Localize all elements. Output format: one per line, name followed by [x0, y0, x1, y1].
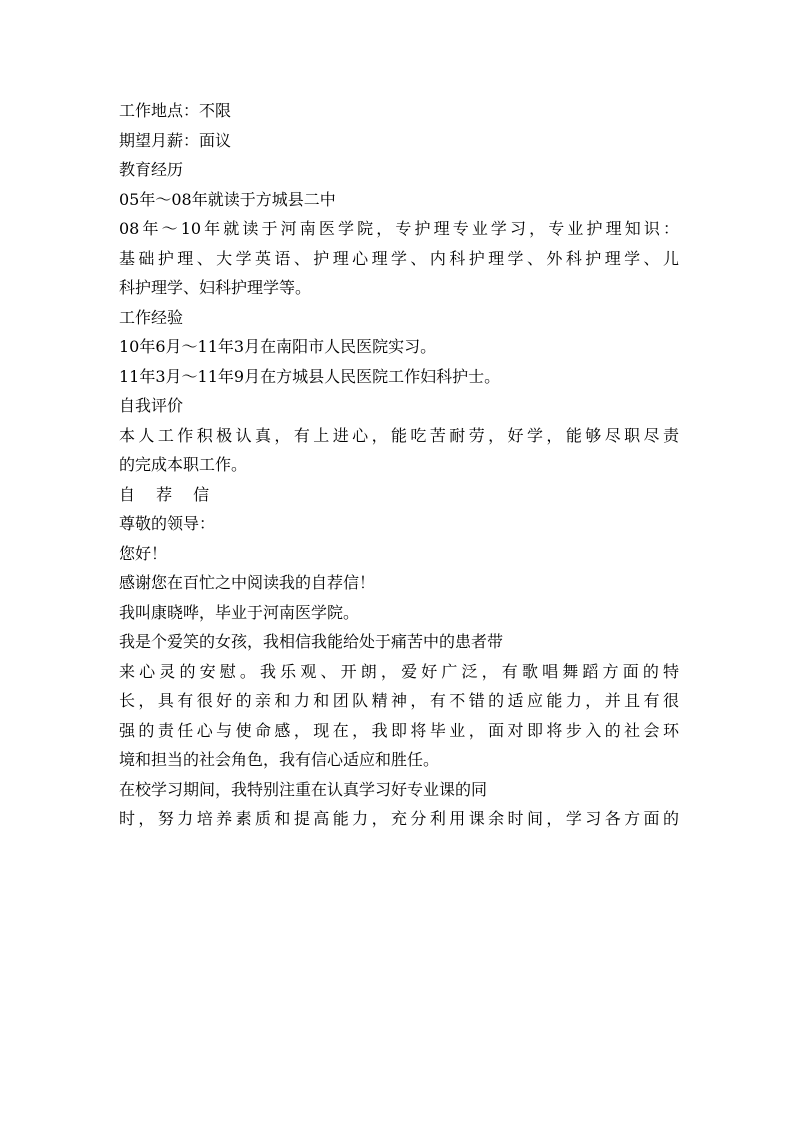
- letter-paragraph-continued: 长，具有很好的亲和力和团队精神，有不错的适应能力，并且有很: [119, 691, 679, 710]
- letter-paragraph: 我是个爱笑的女孩，我相信我能给处于痛苦中的患者带: [119, 632, 504, 651]
- salutation: 尊敬的领导：: [119, 514, 216, 533]
- work-experience-heading: 工作经验: [119, 307, 184, 327]
- letter-paragraph: 我叫康晓哗，毕业于河南医学院。: [119, 602, 360, 622]
- letter-paragraph-continued: 时，努力培养素质和提高能力，充分利用课余时间，学习各方面的: [119, 809, 679, 828]
- work-location-line: 工作地点：不限: [119, 101, 232, 120]
- work-experience-item: 11年3月～11年9月在方城县人民医院工作妇科护士。: [119, 366, 501, 386]
- self-evaluation-text: 本人工作积极认真，有上进心，能吃苦耐劳，好学，能够尽职尽责: [119, 425, 679, 445]
- education-item-continued: 基础护理、大学英语、护理心理学、内科护理学、外科护理学、儿: [119, 248, 679, 268]
- education-item: 05年～08年就读于方城县二中: [119, 189, 336, 209]
- letter-paragraph-continued: 来心灵的安慰。我乐观、开朗，爱好广泛，有歌唱舞蹈方面的特: [119, 661, 679, 681]
- education-item-continued: 科护理学、妇科护理学等。: [119, 278, 312, 297]
- cover-letter-heading: 自 荐 信: [119, 484, 218, 504]
- education-item: 08年～10年就读于河南医学院，专护理专业学习，专业护理知识：: [119, 219, 679, 238]
- letter-paragraph: 感谢您在百忙之中阅读我的自荐信！: [119, 573, 376, 592]
- greeting: 您好！: [119, 543, 168, 563]
- expected-salary-line: 期望月薪：面议: [119, 130, 232, 150]
- letter-paragraph-continued: 境和担当的社会角色，我有信心适应和胜任。: [119, 750, 440, 769]
- self-evaluation-heading: 自我评价: [119, 396, 184, 415]
- education-heading: 教育经历: [119, 160, 184, 179]
- letter-paragraph: 在校学习期间，我特别注重在认真学习好专业课的同: [119, 779, 488, 799]
- self-evaluation-text: 的完成本职工作。: [119, 455, 248, 474]
- document-body: [119, 96, 679, 834]
- work-experience-item: 10年6月～11年3月在南阳市人民医院实习。: [119, 337, 437, 356]
- letter-paragraph-continued: 强的责任心与使命感，现在，我即将毕业，面对即将步入的社会环: [119, 720, 679, 740]
